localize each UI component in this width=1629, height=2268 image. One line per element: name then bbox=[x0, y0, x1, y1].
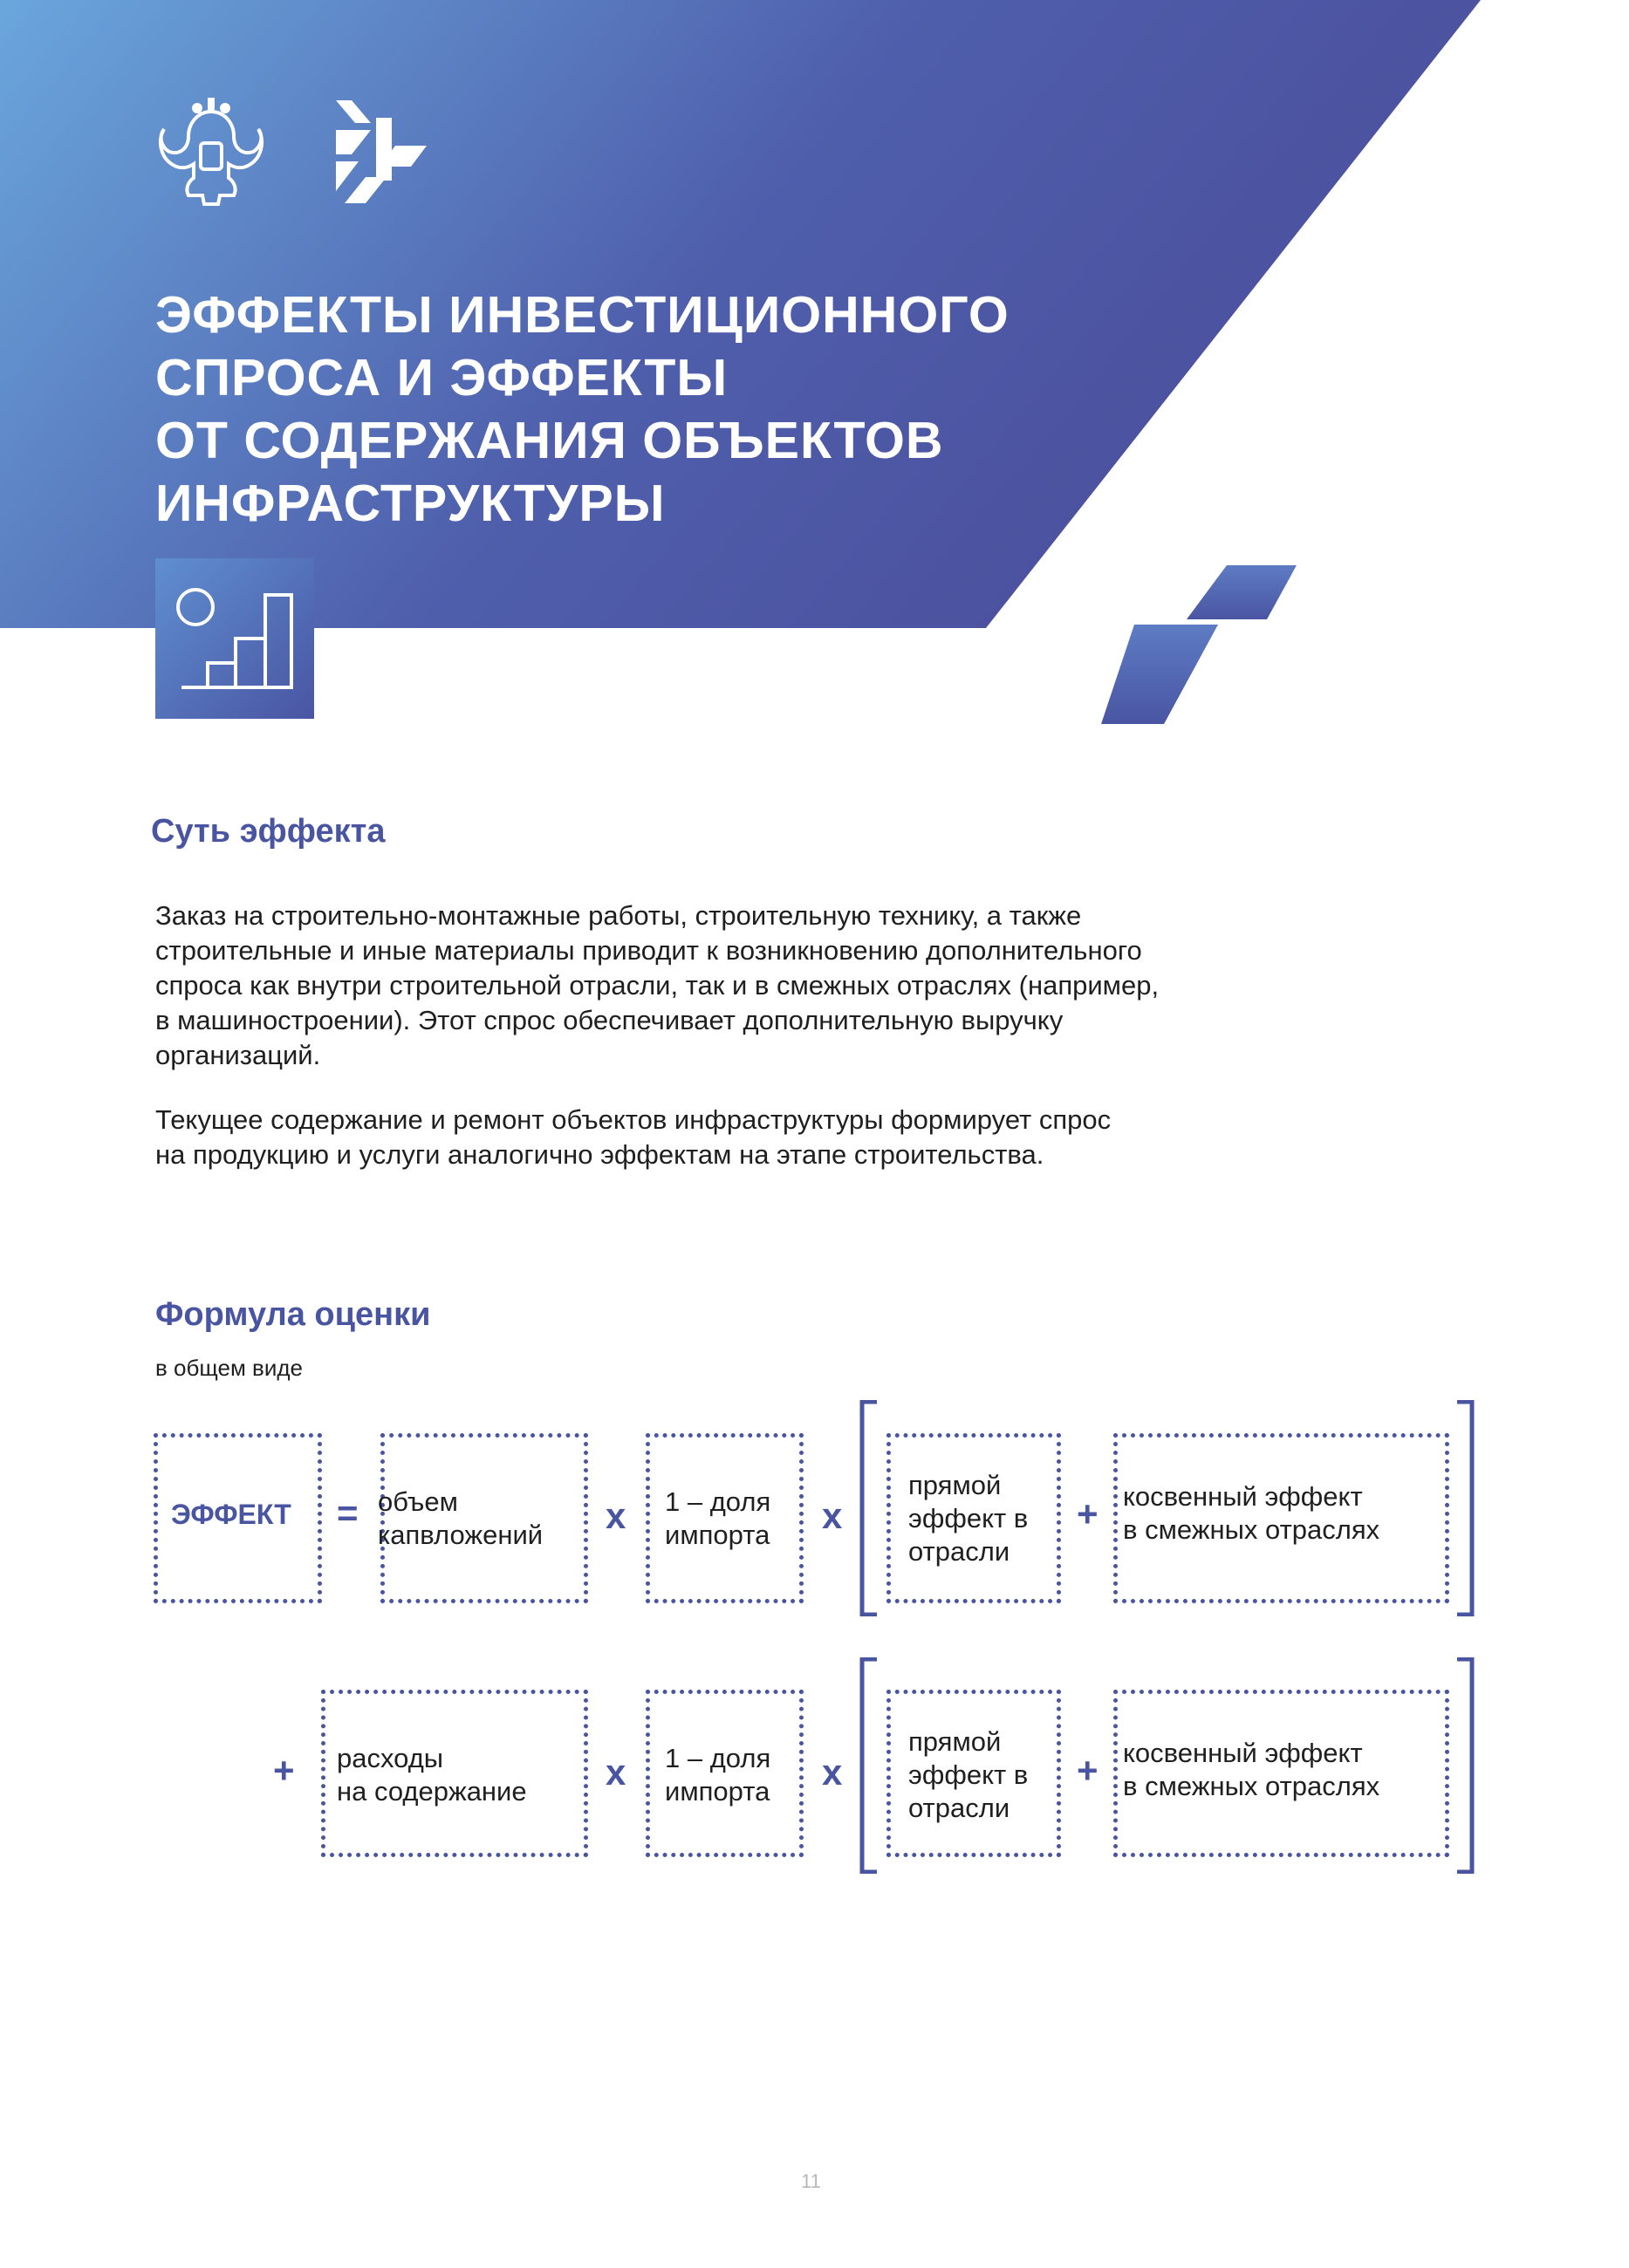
formula-text: в смежных отраслях bbox=[1123, 1771, 1380, 1801]
essence-paragraph-2 bbox=[155, 1103, 1464, 1172]
multiply-sign: x bbox=[606, 1752, 626, 1793]
decorative-stripes bbox=[1091, 558, 1309, 733]
formula-text: объем bbox=[378, 1486, 458, 1517]
plus-sign: + bbox=[1077, 1493, 1099, 1534]
formula-text: эффект в bbox=[908, 1503, 1029, 1534]
right-bracket bbox=[1455, 1400, 1475, 1616]
russian-emblem-icon bbox=[154, 94, 269, 213]
plus-sign: + bbox=[273, 1750, 295, 1791]
paragraph-line: в машиностроении). Этот спрос обеспечивает дополнительную выручку bbox=[155, 1005, 1064, 1035]
multiply-sign: x bbox=[606, 1495, 626, 1536]
formula-text: в смежных отраслях bbox=[1123, 1514, 1380, 1545]
multiply-sign: x bbox=[822, 1752, 843, 1793]
formula-text: прямой bbox=[908, 1726, 1002, 1757]
formula-heading: Формула оценки bbox=[155, 1296, 431, 1333]
formula-text: косвенный эффект bbox=[1123, 1481, 1363, 1512]
formula-text: косвенный эффект bbox=[1123, 1738, 1363, 1768]
equals-sign: = bbox=[337, 1493, 359, 1534]
paragraph-line: организаций. bbox=[155, 1040, 321, 1070]
formula-text: импорта bbox=[665, 1776, 770, 1807]
title-line: ИНФРАСТРУКТУРЫ bbox=[155, 475, 666, 532]
essence-heading: Суть эффекта bbox=[151, 813, 386, 850]
title-line: ОТ СОДЕРЖАНИЯ ОБЪЕКТОВ bbox=[155, 412, 944, 469]
logo-mark-icon bbox=[336, 100, 428, 203]
import-share-label bbox=[665, 1742, 770, 1808]
formula-text: на содержание bbox=[337, 1776, 527, 1807]
formula-text: 1 – доля bbox=[665, 1743, 771, 1773]
indirect-effect-label bbox=[1123, 1480, 1379, 1547]
right-bracket bbox=[1455, 1657, 1475, 1874]
direct-effect-label bbox=[908, 1725, 1028, 1825]
paragraph-line: Заказ на строительно-монтажные работы, строительную технику, а также bbox=[155, 900, 1082, 931]
formula-text: эффект в bbox=[908, 1759, 1029, 1790]
multiply-sign: x bbox=[822, 1495, 843, 1536]
page-number: 11 bbox=[801, 2170, 821, 2192]
page-title bbox=[155, 284, 1115, 535]
formula-text: прямой bbox=[908, 1470, 1002, 1500]
formula-text: капвложений bbox=[378, 1520, 544, 1550]
formula-text: отрасли bbox=[908, 1536, 1010, 1567]
paragraph-line: Текущее содержание и ремонт объектов инфраструктуры формирует спрос bbox=[155, 1104, 1112, 1135]
maintenance-label bbox=[337, 1742, 527, 1808]
bar-chart-icon bbox=[155, 558, 314, 719]
indirect-effect-label bbox=[1123, 1737, 1379, 1803]
paragraph-line: на продукцию и услуги аналогично эффектам на этапе строительства. bbox=[155, 1139, 1044, 1170]
formula-subheading: в общем виде bbox=[155, 1355, 304, 1381]
essence-paragraph-1 bbox=[155, 898, 1464, 1073]
formula-text: 1 – доля bbox=[665, 1486, 771, 1517]
title-line: ЭФФЕКТЫ ИНВЕСТИЦИОННОГО bbox=[155, 286, 1010, 344]
direct-effect-label bbox=[908, 1469, 1028, 1568]
paragraph-line: строительные и иные материалы приводит к возникновению дополнительного bbox=[155, 935, 1142, 966]
capex-label bbox=[378, 1486, 543, 1552]
formula-text: отрасли bbox=[908, 1793, 1010, 1823]
title-line: СПРОСА И ЭФФЕКТЫ bbox=[155, 349, 729, 406]
left-bracket bbox=[859, 1400, 879, 1616]
formula-text: импорта bbox=[665, 1520, 770, 1550]
formula-text: расходы bbox=[337, 1743, 444, 1773]
left-bracket bbox=[859, 1657, 879, 1874]
paragraph-line: спроса как внутри строительной отрасли, так и в смежных отраслях (например, bbox=[155, 970, 1160, 1001]
plus-sign: + bbox=[1077, 1750, 1099, 1791]
effect-label: ЭФФЕКТ bbox=[171, 1499, 291, 1530]
import-share-label bbox=[665, 1486, 770, 1552]
